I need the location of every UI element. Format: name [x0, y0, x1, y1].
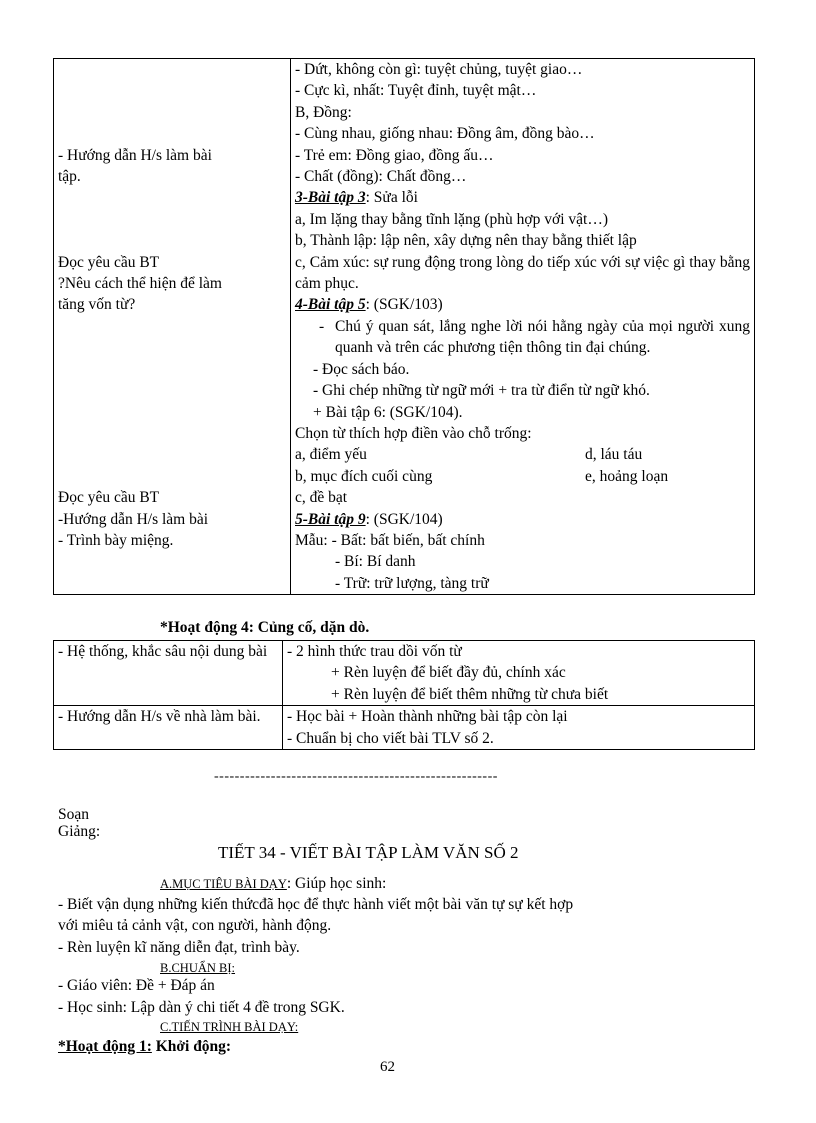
text-line: b, Thành lập: lập nên, xây dựng nên thay bằng thiết lập — [295, 232, 637, 250]
option-c: c, đề bạt — [295, 489, 348, 507]
text-line: - Biết vận dụng những kiến thứcđã học để thực hành viết một bài văn tự sự kết hợp — [58, 896, 574, 913]
text-line: - Chuẩn bị cho viết bài TLV số 2. — [287, 729, 494, 747]
left-text-line — [58, 466, 286, 487]
text-line: - Đọc sách báo. — [313, 360, 410, 378]
left-text-line — [58, 423, 286, 444]
left-text-line: tăng vốn từ? — [58, 296, 136, 314]
left-text-line — [58, 444, 286, 465]
left-text-line — [58, 102, 286, 123]
exercise-text: : Sửa lỗi — [365, 189, 418, 207]
option-a: a, điểm yếu — [295, 446, 367, 464]
options-row — [295, 466, 750, 487]
exercise-5-heading — [295, 294, 750, 315]
section-b-heading: B.CHUẨN BỊ: — [160, 961, 236, 975]
content-cell — [283, 706, 755, 750]
left-text-line — [58, 59, 286, 80]
text-line: Mẫu: - Bất: bất biến, bất chính — [295, 531, 485, 549]
text-line: - Dứt, không còn gì: tuyệt chủng, tuyệt giao… — [295, 61, 583, 78]
activity-1-heading — [58, 1038, 231, 1056]
left-text-line: Đọc yêu cầu BT — [58, 489, 160, 507]
content-cell — [291, 59, 755, 595]
text-line: + Rèn luyện để biết thêm những từ chưa biết — [331, 685, 609, 703]
page-number: 62 — [380, 1059, 395, 1075]
exercise-3-heading — [295, 187, 750, 208]
giang-label: Giảng: — [58, 823, 101, 840]
left-text-line — [58, 209, 286, 230]
exercise-label: 5-Bài tập 9 — [295, 510, 366, 528]
activity-4-heading: *Hoạt động 4: Củng cố, dặn dò. — [160, 619, 370, 636]
left-text-line: - Trình bày miệng. — [58, 531, 174, 549]
section-a-heading — [160, 875, 386, 893]
left-text-line — [58, 359, 286, 380]
left-text-line — [58, 402, 286, 423]
left-text-line: tập. — [58, 168, 81, 186]
text-line: + Bài tập 6: (SGK/104). — [313, 403, 463, 421]
text-line: - Chất (đồng): Chất đồng… — [295, 168, 467, 186]
left-text-line — [58, 337, 286, 358]
text-line: c, Cảm xúc: sự rung động trong lòng do tiếp xúc với sự việc gì thay bằng cảm phục. — [295, 253, 750, 293]
option-b: b, mục đích cuối cùng — [295, 467, 433, 485]
separator-line: ------------------------------------------------------- — [214, 769, 498, 784]
section-a-text: : Giúp học sinh: — [286, 875, 387, 892]
soan-label: Soạn — [58, 806, 89, 823]
lesson-table-2 — [53, 640, 755, 750]
section-a-label: A.MỤC TIÊU BÀI DẠY — [160, 877, 287, 891]
text-line: - Hệ thống, khắc sâu nội dung bài — [58, 643, 268, 660]
content-cell — [283, 641, 755, 706]
text-line: - Cùng nhau, giống nhau: Đồng âm, đồng bào… — [295, 125, 595, 143]
left-text-line: Đọc yêu cầu BT — [58, 253, 160, 271]
exercise-text: : (SGK/103) — [365, 296, 443, 314]
exercise-text: : (SGK/104) — [365, 510, 443, 528]
left-text-line — [58, 187, 286, 208]
text-line: - Hướng dẫn H/s về nhà làm bài. — [58, 708, 261, 726]
left-text-line — [58, 316, 286, 337]
text-line: - Bí: Bí danh — [335, 553, 416, 571]
left-text-line — [58, 230, 286, 251]
teacher-activity-cell — [54, 59, 291, 595]
teacher-activity-cell — [54, 706, 283, 750]
exercise-9-heading — [295, 509, 750, 530]
text-line: - Giáo viên: Đề + Đáp án — [58, 977, 215, 994]
text-line: Chọn từ thích hợp điền vào chỗ trống: — [295, 424, 532, 442]
exercise-label: 4-Bài tập 5 — [295, 296, 366, 314]
text-line: - Học sinh: Lập dàn ý chi tiết 4 đề trong SGK. — [58, 999, 345, 1016]
text-line: - Trữ: trữ lượng, tàng trữ — [335, 574, 489, 592]
left-text-line — [58, 380, 286, 401]
bullet-item — [295, 316, 750, 359]
left-text-line: ?Nêu cách thể hiện để làm — [58, 275, 222, 293]
text-line: - Rèn luyện kĩ năng diễn đạt, trình bày. — [58, 939, 300, 956]
lesson-title: TIẾT 34 - VIẾT BÀI TẬP LÀM VĂN SỐ 2 — [218, 843, 519, 862]
bullet-mark: - — [319, 317, 325, 335]
text-line: + Rèn luyện để biết đầy đủ, chính xác — [331, 664, 566, 682]
text-line: - Cực kì, nhất: Tuyệt đỉnh, tuyệt mật… — [295, 82, 537, 100]
text-line: - Ghi chép những từ ngữ mới + tra từ điển từ ngữ khó. — [313, 382, 650, 400]
option-d: d, láu táu — [585, 446, 643, 464]
text-line: - Học bài + Hoàn thành những bài tập còn lại — [287, 708, 568, 726]
text-line: - 2 hình thức trau dồi vốn từ — [287, 643, 462, 660]
text-line: a, Im lặng thay bằng tĩnh lặng (phù hợp với vật…) — [295, 210, 608, 228]
activity-1-label: *Hoạt động 1: — [58, 1038, 152, 1055]
left-text-line: -Hướng dẫn H/s làm bài — [58, 510, 209, 528]
options-row — [295, 444, 750, 465]
text-line: với miêu tả cảnh vật, con người, hành động. — [58, 917, 332, 934]
section-c-heading: C.TIẾN TRÌNH BÀI DẠY: — [160, 1020, 299, 1034]
teacher-activity-cell — [54, 641, 283, 706]
activity-1-text: Khởi động: — [151, 1038, 232, 1055]
left-text-line: - Hướng dẫn H/s làm bài — [58, 146, 212, 164]
left-text-line — [58, 123, 286, 144]
option-e: e, hoảng loạn — [585, 467, 669, 485]
bullet-text: Chú ý quan sát, lắng nghe lời nói hằng ngày của mọi người xung quanh và trên các phương tiện thông tin đại chúng. — [335, 317, 750, 357]
text-line: B, Đồng: — [295, 103, 352, 121]
left-text-line — [58, 80, 286, 101]
lesson-table-1 — [53, 58, 755, 595]
exercise-label: 3-Bài tập 3 — [295, 189, 366, 207]
text-line: - Trẻ em: Đồng giao, đồng ấu… — [295, 146, 494, 164]
spacer — [58, 662, 278, 683]
